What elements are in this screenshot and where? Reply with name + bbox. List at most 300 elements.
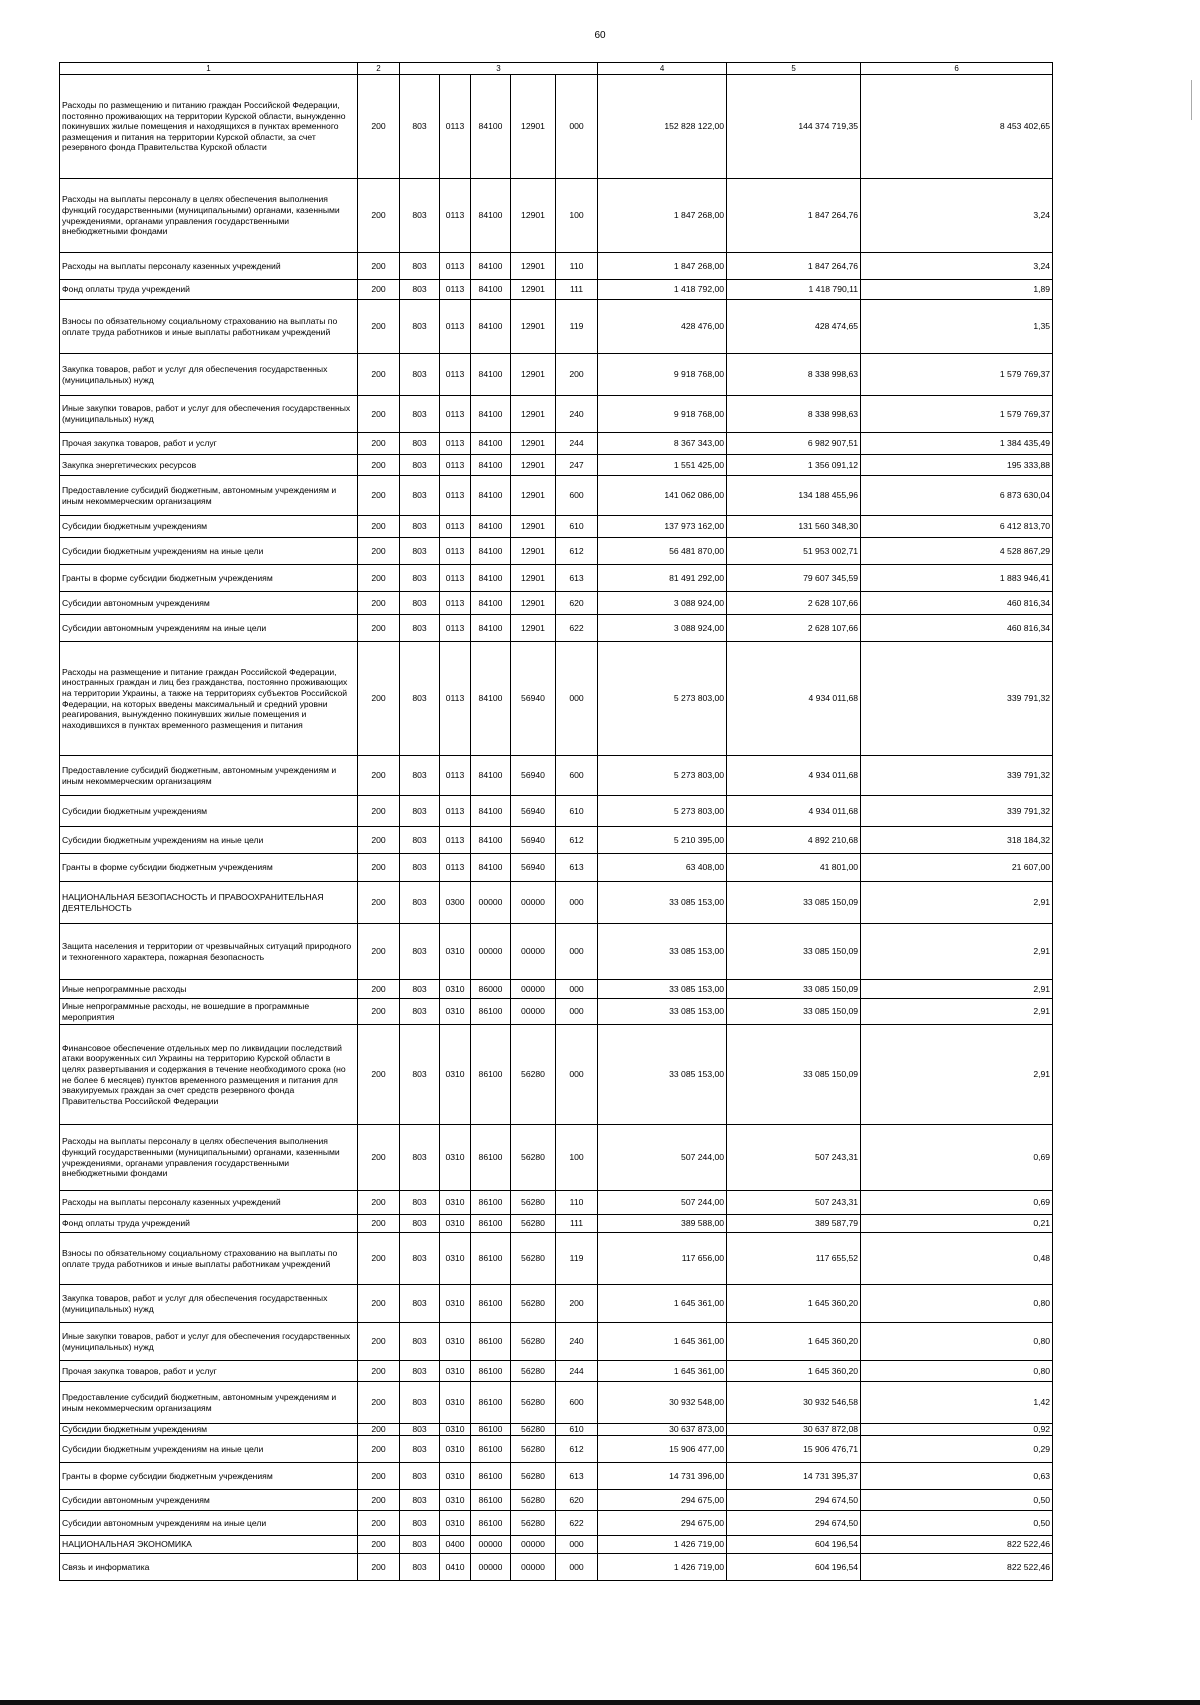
table-row bbox=[60, 1554, 1053, 1581]
code-direction: 12901 bbox=[511, 615, 556, 642]
code-expense-type: 613 bbox=[556, 854, 598, 882]
code-program: 86100 bbox=[471, 1233, 511, 1285]
table-row bbox=[60, 1463, 1053, 1490]
amount-plan: 294 675,00 bbox=[598, 1511, 727, 1536]
amount-remaining: 339 791,32 bbox=[861, 796, 1053, 827]
code-section: 0310 bbox=[440, 980, 471, 999]
code-ved: 803 bbox=[400, 615, 440, 642]
code-direction: 12901 bbox=[511, 280, 556, 300]
table-row bbox=[60, 1215, 1053, 1233]
amount-executed: 1 847 264,76 bbox=[727, 179, 861, 253]
code-program: 86100 bbox=[471, 1424, 511, 1436]
code-expense-type: 000 bbox=[556, 882, 598, 924]
code-expense-type: 111 bbox=[556, 280, 598, 300]
code-expense-type: 613 bbox=[556, 1463, 598, 1490]
table-row bbox=[60, 516, 1053, 538]
amount-plan: 117 656,00 bbox=[598, 1233, 727, 1285]
amount-plan: 1 426 719,00 bbox=[598, 1536, 727, 1554]
amount-plan: 1 645 361,00 bbox=[598, 1285, 727, 1323]
amount-executed: 1 645 360,20 bbox=[727, 1285, 861, 1323]
amount-plan: 30 637 873,00 bbox=[598, 1424, 727, 1436]
amount-executed: 131 560 348,30 bbox=[727, 516, 861, 538]
amount-executed: 79 607 345,59 bbox=[727, 565, 861, 592]
code-grbs: 200 bbox=[358, 1490, 400, 1511]
table-row bbox=[60, 179, 1053, 253]
amount-plan: 1 847 268,00 bbox=[598, 253, 727, 280]
table-row bbox=[60, 1191, 1053, 1215]
amount-executed: 15 906 476,71 bbox=[727, 1436, 861, 1463]
amount-executed: 604 196,54 bbox=[727, 1554, 861, 1581]
amount-remaining: 3,24 bbox=[861, 253, 1053, 280]
amount-plan: 507 244,00 bbox=[598, 1191, 727, 1215]
code-expense-type: 000 bbox=[556, 1536, 598, 1554]
table-row bbox=[60, 253, 1053, 280]
code-grbs: 200 bbox=[358, 1436, 400, 1463]
code-direction: 56940 bbox=[511, 642, 556, 756]
code-ved: 803 bbox=[400, 1361, 440, 1382]
code-direction: 12901 bbox=[511, 538, 556, 565]
code-section: 0310 bbox=[440, 1285, 471, 1323]
code-ved: 803 bbox=[400, 796, 440, 827]
amount-executed: 8 338 998,63 bbox=[727, 354, 861, 396]
amount-plan: 15 906 477,00 bbox=[598, 1436, 727, 1463]
code-grbs: 200 bbox=[358, 396, 400, 433]
code-grbs: 200 bbox=[358, 924, 400, 980]
code-program: 84100 bbox=[471, 433, 511, 455]
code-grbs: 200 bbox=[358, 999, 400, 1025]
code-grbs: 200 bbox=[358, 642, 400, 756]
code-program: 86100 bbox=[471, 1285, 511, 1323]
table-row bbox=[60, 1382, 1053, 1424]
amount-executed: 41 801,00 bbox=[727, 854, 861, 882]
code-section: 0310 bbox=[440, 924, 471, 980]
row-name: Субсидии бюджетным учреждениям bbox=[60, 1424, 358, 1436]
row-name: Защита населения и территории от чрезвычайных ситуаций природного и техногенного характера, пожарная безопасность bbox=[60, 924, 358, 980]
code-grbs: 200 bbox=[358, 615, 400, 642]
amount-remaining: 2,91 bbox=[861, 924, 1053, 980]
table-row bbox=[60, 756, 1053, 796]
table-row bbox=[60, 455, 1053, 476]
code-program: 86000 bbox=[471, 980, 511, 999]
code-grbs: 200 bbox=[358, 516, 400, 538]
code-grbs: 200 bbox=[358, 565, 400, 592]
code-program: 00000 bbox=[471, 1536, 511, 1554]
code-expense-type: 200 bbox=[556, 1285, 598, 1323]
table-row bbox=[60, 1511, 1053, 1536]
amount-plan: 33 085 153,00 bbox=[598, 980, 727, 999]
code-program: 84100 bbox=[471, 592, 511, 615]
row-name: НАЦИОНАЛЬНАЯ БЕЗОПАСНОСТЬ И ПРАВООХРАНИТЕЛЬНАЯ ДЕЯТЕЛЬНОСТЬ bbox=[60, 882, 358, 924]
code-direction: 12901 bbox=[511, 516, 556, 538]
amount-executed: 117 655,52 bbox=[727, 1233, 861, 1285]
amount-executed: 2 628 107,66 bbox=[727, 592, 861, 615]
margin-mark bbox=[1191, 80, 1192, 120]
code-program: 86100 bbox=[471, 1463, 511, 1490]
code-expense-type: 100 bbox=[556, 179, 598, 253]
amount-remaining: 2,91 bbox=[861, 999, 1053, 1025]
code-ved: 803 bbox=[400, 592, 440, 615]
code-section: 0113 bbox=[440, 827, 471, 854]
amount-plan: 5 210 395,00 bbox=[598, 827, 727, 854]
code-grbs: 200 bbox=[358, 854, 400, 882]
code-direction: 56280 bbox=[511, 1191, 556, 1215]
amount-executed: 33 085 150,09 bbox=[727, 924, 861, 980]
amount-plan: 9 918 768,00 bbox=[598, 354, 727, 396]
code-direction: 12901 bbox=[511, 455, 556, 476]
code-ved: 803 bbox=[400, 1436, 440, 1463]
amount-executed: 1 418 790,11 bbox=[727, 280, 861, 300]
row-name: Прочая закупка товаров, работ и услуг bbox=[60, 433, 358, 455]
code-section: 0113 bbox=[440, 615, 471, 642]
code-grbs: 200 bbox=[358, 592, 400, 615]
code-direction: 56280 bbox=[511, 1025, 556, 1125]
amount-plan: 141 062 086,00 bbox=[598, 476, 727, 516]
code-direction: 00000 bbox=[511, 882, 556, 924]
code-expense-type: 244 bbox=[556, 433, 598, 455]
amount-executed: 4 934 011,68 bbox=[727, 642, 861, 756]
code-direction: 56280 bbox=[511, 1463, 556, 1490]
table-row bbox=[60, 1490, 1053, 1511]
code-section: 0113 bbox=[440, 253, 471, 280]
code-program: 00000 bbox=[471, 1554, 511, 1581]
code-ved: 803 bbox=[400, 1490, 440, 1511]
amount-remaining: 0,69 bbox=[861, 1191, 1053, 1215]
table-row bbox=[60, 538, 1053, 565]
code-section: 0310 bbox=[440, 1025, 471, 1125]
amount-executed: 2 628 107,66 bbox=[727, 615, 861, 642]
code-expense-type: 000 bbox=[556, 999, 598, 1025]
row-name: Субсидии бюджетным учреждениям на иные цели bbox=[60, 1436, 358, 1463]
amount-executed: 33 085 150,09 bbox=[727, 980, 861, 999]
code-grbs: 200 bbox=[358, 1361, 400, 1382]
code-expense-type: 244 bbox=[556, 1361, 598, 1382]
row-name: Гранты в форме субсидии бюджетным учреждениям bbox=[60, 1463, 358, 1490]
code-direction: 56280 bbox=[511, 1215, 556, 1233]
row-name: Субсидии бюджетным учреждениям на иные цели bbox=[60, 538, 358, 565]
page-number: 60 bbox=[594, 30, 606, 41]
code-grbs: 200 bbox=[358, 1536, 400, 1554]
amount-plan: 1 426 719,00 bbox=[598, 1554, 727, 1581]
amount-remaining: 339 791,32 bbox=[861, 642, 1053, 756]
amount-plan: 3 088 924,00 bbox=[598, 592, 727, 615]
code-ved: 803 bbox=[400, 253, 440, 280]
row-name: Фонд оплаты труда учреждений bbox=[60, 1215, 358, 1233]
table-row bbox=[60, 1025, 1053, 1125]
code-section: 0113 bbox=[440, 280, 471, 300]
row-name: Иные непрограммные расходы, не вошедшие в программные мероприятия bbox=[60, 999, 358, 1025]
table-row bbox=[60, 433, 1053, 455]
code-expense-type: 613 bbox=[556, 565, 598, 592]
table-row bbox=[60, 354, 1053, 396]
code-direction: 56280 bbox=[511, 1233, 556, 1285]
amount-remaining: 21 607,00 bbox=[861, 854, 1053, 882]
amount-plan: 428 476,00 bbox=[598, 300, 727, 354]
code-grbs: 200 bbox=[358, 1424, 400, 1436]
code-ved: 803 bbox=[400, 924, 440, 980]
table-row bbox=[60, 615, 1053, 642]
code-expense-type: 622 bbox=[556, 615, 598, 642]
row-name: Закупка товаров, работ и услуг для обеспечения государственных (муниципальных) нужд bbox=[60, 354, 358, 396]
code-ved: 803 bbox=[400, 396, 440, 433]
amount-remaining: 0,29 bbox=[861, 1436, 1053, 1463]
code-expense-type: 119 bbox=[556, 1233, 598, 1285]
code-program: 84100 bbox=[471, 827, 511, 854]
code-ved: 803 bbox=[400, 280, 440, 300]
code-section: 0113 bbox=[440, 642, 471, 756]
code-ved: 803 bbox=[400, 1424, 440, 1436]
amount-plan: 14 731 396,00 bbox=[598, 1463, 727, 1490]
code-program: 84100 bbox=[471, 615, 511, 642]
amount-executed: 507 243,31 bbox=[727, 1191, 861, 1215]
amount-remaining: 0,21 bbox=[861, 1215, 1053, 1233]
column-number-3: 3 bbox=[400, 63, 598, 75]
code-section: 0310 bbox=[440, 999, 471, 1025]
code-grbs: 200 bbox=[358, 1511, 400, 1536]
code-grbs: 200 bbox=[358, 980, 400, 999]
code-program: 86100 bbox=[471, 1361, 511, 1382]
row-name: Иные закупки товаров, работ и услуг для обеспечения государственных (муниципальных) нужд bbox=[60, 396, 358, 433]
table-row bbox=[60, 1436, 1053, 1463]
row-name: Гранты в форме субсидии бюджетным учреждениям bbox=[60, 565, 358, 592]
code-grbs: 200 bbox=[358, 756, 400, 796]
row-name: Расходы по размещению и питанию граждан Российской Федерации, постоянно проживающих на территории Курской области, вынужденно покинувших жилые помещения и находящихся в пунктах временного размещения и питания на территории Курской области, за счет резервного фонда Правительства Курской области bbox=[60, 75, 358, 179]
row-name: Связь и информатика bbox=[60, 1554, 358, 1581]
code-ved: 803 bbox=[400, 1323, 440, 1361]
code-section: 0400 bbox=[440, 1536, 471, 1554]
code-direction: 56940 bbox=[511, 854, 556, 882]
code-program: 84100 bbox=[471, 300, 511, 354]
amount-plan: 1 551 425,00 bbox=[598, 455, 727, 476]
code-grbs: 200 bbox=[358, 1382, 400, 1424]
amount-executed: 1 645 360,20 bbox=[727, 1361, 861, 1382]
code-expense-type: 240 bbox=[556, 1323, 598, 1361]
code-ved: 803 bbox=[400, 1511, 440, 1536]
amount-plan: 294 675,00 bbox=[598, 1490, 727, 1511]
code-ved: 803 bbox=[400, 565, 440, 592]
code-grbs: 200 bbox=[358, 1215, 400, 1233]
code-ved: 803 bbox=[400, 1285, 440, 1323]
code-section: 0113 bbox=[440, 354, 471, 396]
row-name: Закупка энергетических ресурсов bbox=[60, 455, 358, 476]
row-name: Фонд оплаты труда учреждений bbox=[60, 280, 358, 300]
amount-remaining: 4 528 867,29 bbox=[861, 538, 1053, 565]
code-ved: 803 bbox=[400, 538, 440, 565]
code-section: 0113 bbox=[440, 516, 471, 538]
code-grbs: 200 bbox=[358, 179, 400, 253]
amount-plan: 33 085 153,00 bbox=[598, 924, 727, 980]
code-direction: 56280 bbox=[511, 1511, 556, 1536]
code-direction: 12901 bbox=[511, 396, 556, 433]
table-row bbox=[60, 1125, 1053, 1191]
amount-remaining: 2,91 bbox=[861, 980, 1053, 999]
row-name: Взносы по обязательному социальному страхованию на выплаты по оплате труда работников и иные выплаты работникам учреждений bbox=[60, 1233, 358, 1285]
code-program: 86100 bbox=[471, 1490, 511, 1511]
code-direction: 12901 bbox=[511, 300, 556, 354]
code-section: 0310 bbox=[440, 1361, 471, 1382]
row-name: Финансовое обеспечение отдельных мер по ликвидации последствий атаки вооруженных сил Украины на территорию Курской области в целях развертывания и содержания в течение необходимого срока (но не более 6 месяцев) пунктов временного размещения и питания для эвакуируемых граждан за счет средств резервного фонда Правительства Российской Федерации bbox=[60, 1025, 358, 1125]
code-grbs: 200 bbox=[358, 455, 400, 476]
table-row bbox=[60, 396, 1053, 433]
amount-executed: 507 243,31 bbox=[727, 1125, 861, 1191]
code-grbs: 200 bbox=[358, 827, 400, 854]
row-name: Закупка товаров, работ и услуг для обеспечения государственных (муниципальных) нужд bbox=[60, 1285, 358, 1323]
table-row bbox=[60, 300, 1053, 354]
code-grbs: 200 bbox=[358, 796, 400, 827]
amount-executed: 33 085 150,09 bbox=[727, 882, 861, 924]
row-name: Расходы на размещение и питание граждан Российской Федерации, иностранных граждан и лиц без гражданства, постоянно проживающих на территории Украины, а также на территориях субъектов Российской Федерации, на которых введены максимальный и средний уровни реагирования, вынужденно покинувших жилые помещения и находившихся в пунктах временного размещения и питания bbox=[60, 642, 358, 756]
amount-plan: 33 085 153,00 bbox=[598, 1025, 727, 1125]
code-program: 86100 bbox=[471, 1436, 511, 1463]
code-direction: 12901 bbox=[511, 354, 556, 396]
code-ved: 803 bbox=[400, 980, 440, 999]
row-name: Расходы на выплаты персоналу казенных учреждений bbox=[60, 253, 358, 280]
amount-plan: 8 367 343,00 bbox=[598, 433, 727, 455]
code-program: 86100 bbox=[471, 1382, 511, 1424]
amount-executed: 33 085 150,09 bbox=[727, 1025, 861, 1125]
code-program: 86100 bbox=[471, 1191, 511, 1215]
code-section: 0310 bbox=[440, 1382, 471, 1424]
amount-plan: 9 918 768,00 bbox=[598, 396, 727, 433]
code-program: 86100 bbox=[471, 1125, 511, 1191]
amount-plan: 56 481 870,00 bbox=[598, 538, 727, 565]
code-program: 84100 bbox=[471, 396, 511, 433]
code-ved: 803 bbox=[400, 1463, 440, 1490]
amount-executed: 51 953 002,71 bbox=[727, 538, 861, 565]
row-name: Субсидии бюджетным учреждениям bbox=[60, 516, 358, 538]
code-direction: 56280 bbox=[511, 1424, 556, 1436]
amount-remaining: 1,42 bbox=[861, 1382, 1053, 1424]
amount-remaining: 8 453 402,65 bbox=[861, 75, 1053, 179]
code-section: 0310 bbox=[440, 1233, 471, 1285]
amount-remaining: 460 816,34 bbox=[861, 615, 1053, 642]
code-expense-type: 111 bbox=[556, 1215, 598, 1233]
code-program: 84100 bbox=[471, 354, 511, 396]
code-section: 0310 bbox=[440, 1463, 471, 1490]
column-number-6: 6 bbox=[861, 63, 1053, 75]
amount-plan: 5 273 803,00 bbox=[598, 756, 727, 796]
amount-plan: 1 418 792,00 bbox=[598, 280, 727, 300]
code-grbs: 200 bbox=[358, 1191, 400, 1215]
code-section: 0113 bbox=[440, 565, 471, 592]
amount-remaining: 3,24 bbox=[861, 179, 1053, 253]
column-number-5: 5 bbox=[727, 63, 861, 75]
code-grbs: 200 bbox=[358, 280, 400, 300]
code-expense-type: 110 bbox=[556, 1191, 598, 1215]
table-row bbox=[60, 882, 1053, 924]
code-expense-type: 119 bbox=[556, 300, 598, 354]
table-row bbox=[60, 924, 1053, 980]
code-section: 0113 bbox=[440, 179, 471, 253]
amount-remaining: 1 384 435,49 bbox=[861, 433, 1053, 455]
code-ved: 803 bbox=[400, 516, 440, 538]
column-number-2: 2 bbox=[358, 63, 400, 75]
amount-plan: 81 491 292,00 bbox=[598, 565, 727, 592]
row-name: Предоставление субсидий бюджетным, автономным учреждениям и иным некоммерческим организациям bbox=[60, 476, 358, 516]
amount-executed: 604 196,54 bbox=[727, 1536, 861, 1554]
column-number-4: 4 bbox=[598, 63, 727, 75]
code-expense-type: 110 bbox=[556, 253, 598, 280]
code-direction: 12901 bbox=[511, 592, 556, 615]
amount-remaining: 1 579 769,37 bbox=[861, 396, 1053, 433]
table-row bbox=[60, 642, 1053, 756]
amount-plan: 1 645 361,00 bbox=[598, 1323, 727, 1361]
code-expense-type: 000 bbox=[556, 642, 598, 756]
code-section: 0113 bbox=[440, 796, 471, 827]
code-ved: 803 bbox=[400, 300, 440, 354]
code-program: 86100 bbox=[471, 1511, 511, 1536]
code-ved: 803 bbox=[400, 882, 440, 924]
amount-executed: 1 645 360,20 bbox=[727, 1323, 861, 1361]
amount-remaining: 2,91 bbox=[861, 882, 1053, 924]
code-section: 0113 bbox=[440, 854, 471, 882]
amount-remaining: 0,69 bbox=[861, 1125, 1053, 1191]
amount-remaining: 1 883 946,41 bbox=[861, 565, 1053, 592]
code-direction: 56280 bbox=[511, 1382, 556, 1424]
row-name: Субсидии автономным учреждениям bbox=[60, 592, 358, 615]
code-direction: 00000 bbox=[511, 1536, 556, 1554]
code-expense-type: 000 bbox=[556, 1025, 598, 1125]
row-name: Предоставление субсидий бюджетным, автономным учреждениям и иным некоммерческим организациям bbox=[60, 1382, 358, 1424]
amount-executed: 428 474,65 bbox=[727, 300, 861, 354]
amount-remaining: 0,80 bbox=[861, 1323, 1053, 1361]
code-direction: 56280 bbox=[511, 1125, 556, 1191]
code-ved: 803 bbox=[400, 1233, 440, 1285]
code-direction: 56280 bbox=[511, 1323, 556, 1361]
amount-remaining: 2,91 bbox=[861, 1025, 1053, 1125]
row-name: НАЦИОНАЛЬНАЯ ЭКОНОМИКА bbox=[60, 1536, 358, 1554]
code-expense-type: 612 bbox=[556, 538, 598, 565]
code-grbs: 200 bbox=[358, 300, 400, 354]
code-program: 84100 bbox=[471, 516, 511, 538]
code-ved: 803 bbox=[400, 854, 440, 882]
code-direction: 12901 bbox=[511, 476, 556, 516]
amount-remaining: 0,48 bbox=[861, 1233, 1053, 1285]
table-row bbox=[60, 1536, 1053, 1554]
code-grbs: 200 bbox=[358, 476, 400, 516]
code-ved: 803 bbox=[400, 1025, 440, 1125]
amount-executed: 14 731 395,37 bbox=[727, 1463, 861, 1490]
code-ved: 803 bbox=[400, 1382, 440, 1424]
code-expense-type: 620 bbox=[556, 592, 598, 615]
table-row bbox=[60, 592, 1053, 615]
table-row bbox=[60, 854, 1053, 882]
code-grbs: 200 bbox=[358, 1233, 400, 1285]
code-program: 84100 bbox=[471, 476, 511, 516]
code-grbs: 200 bbox=[358, 1125, 400, 1191]
row-name: Расходы на выплаты персоналу казенных учреждений bbox=[60, 1191, 358, 1215]
code-section: 0113 bbox=[440, 756, 471, 796]
code-program: 84100 bbox=[471, 455, 511, 476]
amount-remaining: 0,80 bbox=[861, 1285, 1053, 1323]
amount-executed: 30 932 546,58 bbox=[727, 1382, 861, 1424]
code-section: 0310 bbox=[440, 1125, 471, 1191]
amount-executed: 33 085 150,09 bbox=[727, 999, 861, 1025]
code-direction: 00000 bbox=[511, 980, 556, 999]
table-row bbox=[60, 1323, 1053, 1361]
code-section: 0113 bbox=[440, 538, 471, 565]
amount-executed: 144 374 719,35 bbox=[727, 75, 861, 179]
code-section: 0300 bbox=[440, 882, 471, 924]
code-expense-type: 000 bbox=[556, 75, 598, 179]
code-section: 0410 bbox=[440, 1554, 471, 1581]
code-program: 00000 bbox=[471, 924, 511, 980]
code-direction: 00000 bbox=[511, 924, 556, 980]
code-ved: 803 bbox=[400, 1536, 440, 1554]
code-expense-type: 612 bbox=[556, 1436, 598, 1463]
budget-table bbox=[59, 62, 1053, 1581]
code-ved: 803 bbox=[400, 179, 440, 253]
code-direction: 56940 bbox=[511, 756, 556, 796]
